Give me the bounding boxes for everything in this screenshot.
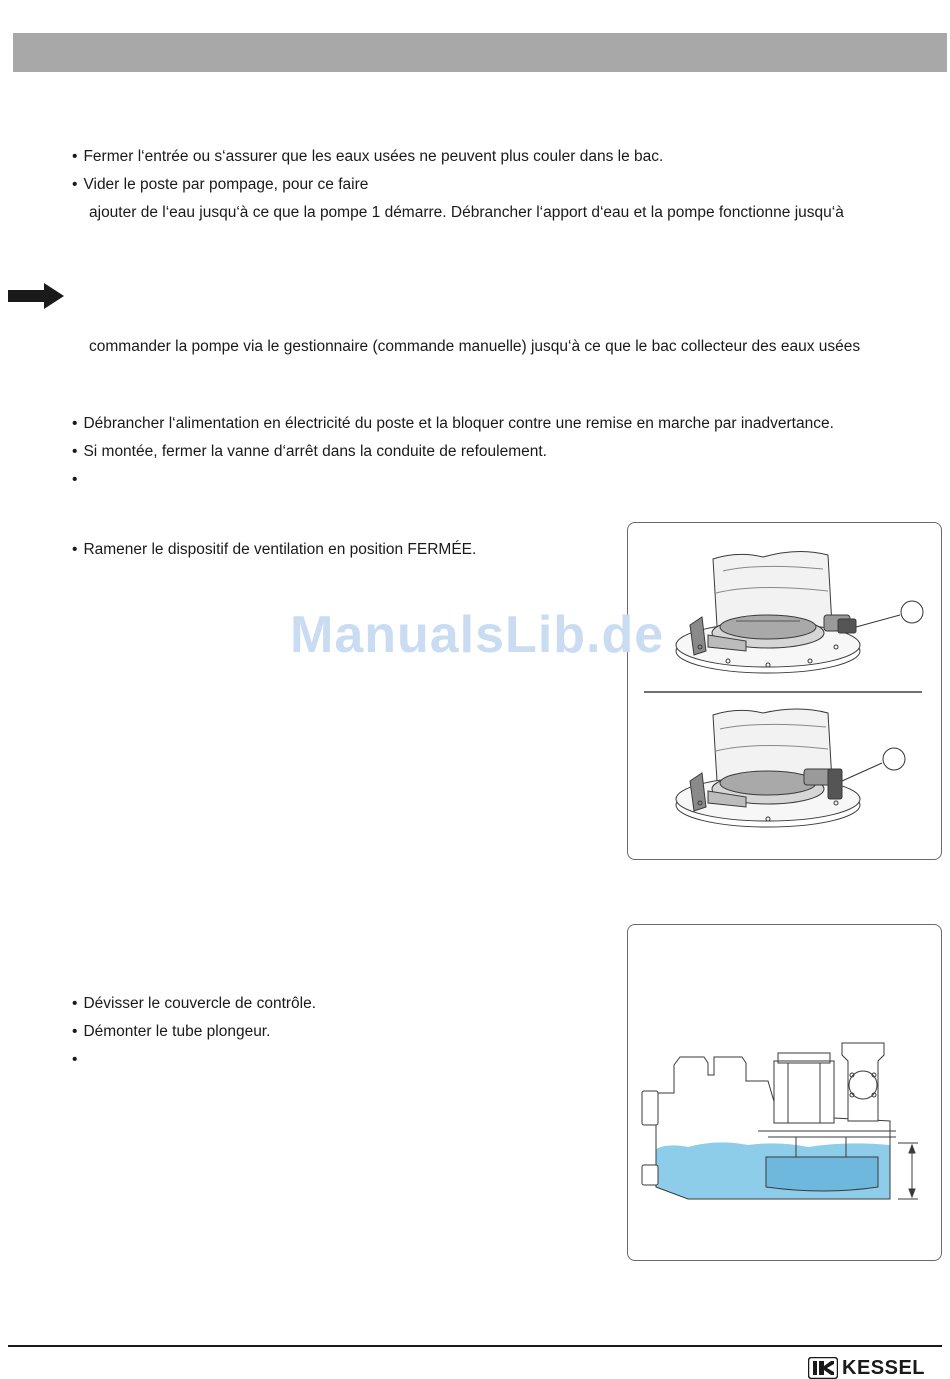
tank-figure bbox=[627, 924, 942, 1261]
brand-name: KESSEL bbox=[842, 1356, 926, 1379]
ventilation-illustration bbox=[628, 523, 942, 860]
step-ventilation-closed: • Ramener le dispositif de ventilation en position FERMÉE. bbox=[72, 540, 476, 560]
step-close-inlet: • Fermer l‘entrée ou s‘assurer que les eaux usées ne peuvent plus couler dans le bac. bbox=[72, 147, 663, 167]
step-disconnect-power: • Débrancher l‘alimentation en électricité du poste et la bloquer contre une remise en marche par inadvertance. bbox=[72, 414, 834, 434]
step-close-valve: • Si montée, fermer la vanne d‘arrêt dans la conduite de refoulement. bbox=[72, 442, 547, 462]
arrow-right-icon bbox=[8, 283, 64, 309]
step-remove-tube: • Démonter le tube plongeur. bbox=[72, 1022, 270, 1042]
tank-cross-section-illustration bbox=[628, 925, 942, 1261]
step-empty-bullet-2 bbox=[72, 1050, 83, 1070]
ventilation-figure bbox=[627, 522, 942, 860]
step-add-water: ajouter de l‘eau jusqu‘à ce que la pompe 1 démarre. Débrancher l‘apport d‘eau et la pompe fonctionne jusqu‘à bbox=[89, 204, 844, 221]
section-header-bar bbox=[13, 33, 947, 72]
step-manual-control: commander la pompe via le gestionnaire (commande manuelle) jusqu‘à ce que le bac collecteur des eaux usées bbox=[89, 338, 861, 355]
footer-rule bbox=[8, 1345, 942, 1347]
kessel-logo-icon bbox=[808, 1357, 838, 1379]
step-unscrew-cover: • Dévisser le couvercle de contrôle. bbox=[72, 994, 316, 1014]
watermark: ManualsLib.de bbox=[290, 606, 665, 664]
step-empty-bullet bbox=[72, 470, 83, 490]
kessel-logo bbox=[808, 1355, 925, 1379]
step-empty-station: • Vider le poste par pompage, pour ce faire bbox=[72, 175, 368, 195]
